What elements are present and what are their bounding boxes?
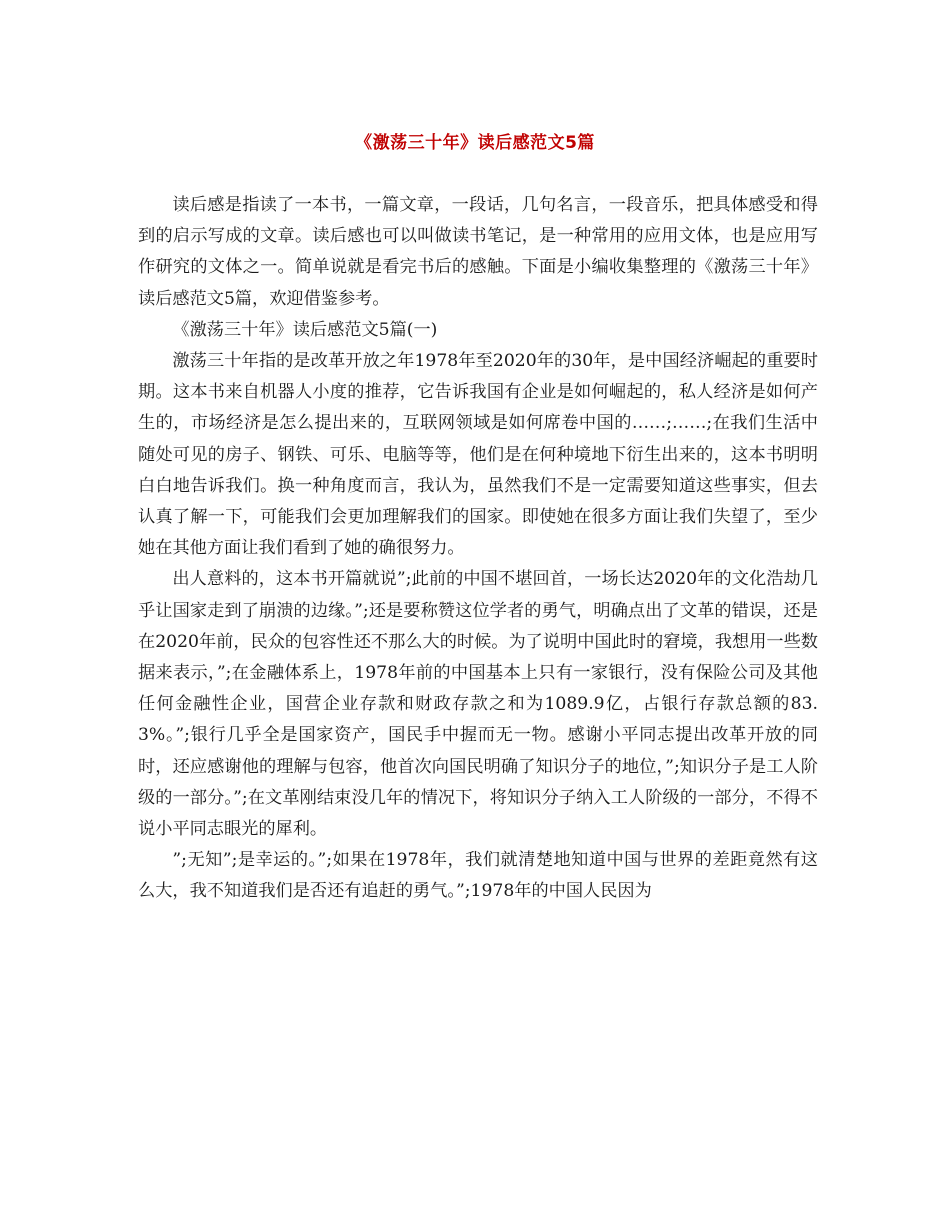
- document-body: [138, 190, 818, 908]
- section-heading: 《激荡三十年》读后感范文5篇(一): [172, 319, 438, 340]
- intro-paragraph: 读后感是指读了一本书，一篇文章，一段话，几句名言，一段音乐，把具体感受和得到的启示写成的文章。读后感也可以叫做读书笔记，是一种常用的应用文体，也是应用写作研究的文体之一。简单说就是看完书后的感触。下面是小编收集整理的《激荡三十年》读后感范文5篇，欢迎借鉴参考。: [138, 195, 818, 309]
- document-title: 《激荡三十年》读后感范文5篇: [355, 133, 595, 153]
- body-paragraph: 激荡三十年指的是改革开放之年1978年至2020年的30年，是中国经济崛起的重要时期。这本书来自机器人小度的推荐，它告诉我国有企业是如何崛起的，私人经济是如何产生的，市场经济是怎么提出来的，互联网领域是如何席卷中国的……;……;在我们生活中随处可见的房子、钢铁、可乐、电脑等等，他们是在何种境地下衍生出来的，这本书明明白白地告诉我们。换一种角度而言，我认为，虽然我们不是一定需要知道这些事实，但去认真了解一下，可能我们会更加理解我们的国家。即使她在很多方面让我们失望了，至少她在其他方面让我们看到了她的确很努力。: [138, 351, 818, 559]
- body-paragraph: 出人意料的，这本书开篇就说”;此前的中国不堪回首，一场长达2020年的文化浩劫几乎让国家走到了崩溃的边缘。”;还是要称赞这位学者的勇气，明确点出了文革的错误，还是在2020年前，民众的包容性还不那么大的时候。为了说明中国此时的窘境，我想用一些数据来表示，”;在金融体系上，1978年前的中国基本上只有一家银行，没有保险公司及其他任何金融性企业，国营企业存款和财政存款之和为1089.9亿，占银行存款总额的83.3%。”;银行几乎全是国家资产，国民手中握而无一物。感谢小平同志提出改革开放的同时，还应感谢他的理解与包容，他首次向国民明确了知识分子的地位，”;知识分子是工人阶级的一部分。”;在文革刚结束没几年的情况下，将知识分子纳入工人阶级的一部分，不得不说小平同志眼光的犀利。: [138, 569, 818, 840]
- body-paragraph: ”;无知”;是幸运的。”;如果在1978年，我们就清楚地知道中国与世界的差距竟然有这么大，我不知道我们是否还有追赶的勇气。”;1978年的中国人民因为: [138, 850, 818, 902]
